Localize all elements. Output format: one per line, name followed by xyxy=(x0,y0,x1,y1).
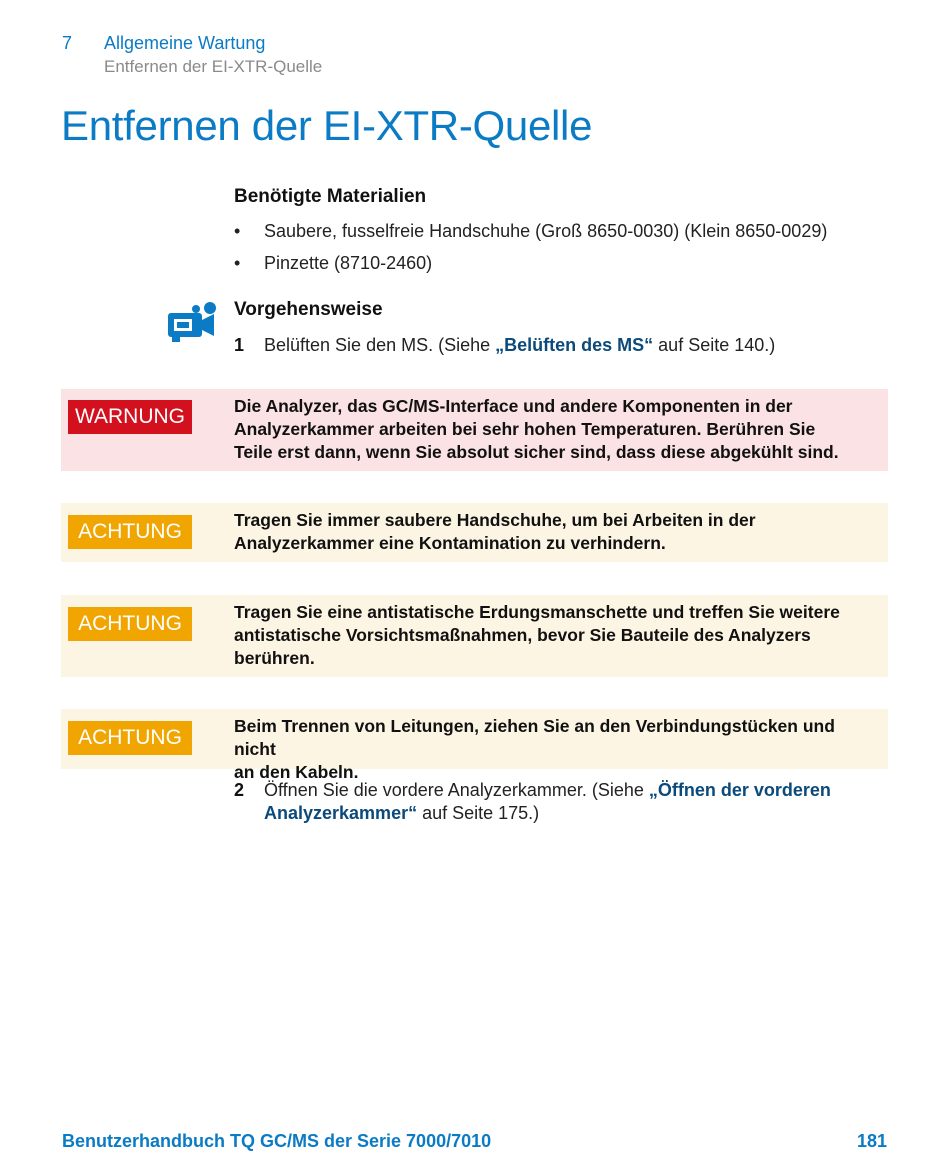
footer-page-number: 181 xyxy=(856,1131,887,1151)
step-text-post: auf Seite 140.) xyxy=(653,335,776,355)
procedure-heading: Vorgehensweise xyxy=(234,299,383,320)
warning-label: WARNUNG xyxy=(68,400,192,434)
section-breadcrumb: Entfernen der EI-XTR-Quelle xyxy=(104,57,323,76)
bullet-icon: • xyxy=(234,221,241,241)
step-text xyxy=(264,780,831,801)
footer-manual-title: Benutzerhandbuch TQ GC/MS der Serie 7000/7010 xyxy=(62,1131,492,1151)
caution-line: an den Kabeln. xyxy=(234,762,359,782)
caution-label: ACHTUNG xyxy=(68,721,192,755)
caution-label: ACHTUNG xyxy=(68,515,192,549)
chapter-title: Allgemeine Wartung xyxy=(104,33,266,53)
caution-box xyxy=(61,503,888,562)
step-text-pre: Öffnen Sie die vordere Analyzerkammer. (Siehe xyxy=(264,780,649,800)
caution-line: berühren. xyxy=(234,648,315,668)
caution-box xyxy=(61,595,888,677)
warning-line: Teile erst dann, wenn Sie absolut sicher sind, dass diese abgekühlt sind. xyxy=(234,442,839,462)
step-text xyxy=(264,335,775,356)
warning-box xyxy=(61,389,888,471)
page-title: Entfernen der EI-XTR-Quelle xyxy=(61,102,593,149)
step-number: 1 xyxy=(234,335,245,355)
caution-line: Tragen Sie immer saubere Handschuhe, um bei Arbeiten in der xyxy=(234,510,756,530)
video-camera-icon xyxy=(166,301,220,343)
caution-line: Tragen Sie eine antistatische Erdungsmanschette und treffen Sie weitere xyxy=(234,602,840,622)
caution-line: antistatische Vorsichtsmaßnahmen, bevor Sie Bauteile des Analyzers xyxy=(234,625,811,645)
caution-box xyxy=(61,709,888,782)
list-item-text: Pinzette (8710-2460) xyxy=(264,253,433,273)
chapter-number: 7 xyxy=(62,33,73,53)
caution-text xyxy=(234,715,874,784)
caution-label: ACHTUNG xyxy=(68,607,192,641)
step-text-post: auf Seite 175.) xyxy=(417,803,540,823)
materials-heading: Benötigte Materialien xyxy=(234,186,427,207)
cross-reference-link[interactable]: „Öffnen der vorderen xyxy=(648,780,831,800)
list-item xyxy=(234,221,828,242)
warning-line: Die Analyzer, das GC/MS-Interface und andere Komponenten in der xyxy=(234,396,793,416)
warning-text xyxy=(234,395,874,464)
caution-text xyxy=(234,509,874,555)
caution-line: Analyzerkammer eine Kontamination zu verhindern. xyxy=(234,533,666,553)
cross-reference-link[interactable]: Analyzerkammer“ xyxy=(264,803,418,823)
caution-line: Beim Trennen von Leitungen, ziehen Sie an den Verbindungstücken und nicht xyxy=(234,716,835,759)
list-item-text: Saubere, fusselfreie Handschuhe (Groß 8650-0030) (Klein 8650-0029) xyxy=(264,221,828,241)
step-text-continued xyxy=(264,803,539,824)
bullet-icon: • xyxy=(234,253,241,273)
cross-reference-link[interactable]: „Belüften des MS“ xyxy=(495,335,654,355)
warning-line: Analyzerkammer arbeiten bei sehr hohen Temperaturen. Berühren Sie xyxy=(234,419,816,439)
step-number: 2 xyxy=(234,780,245,800)
list-item xyxy=(234,253,433,274)
step-text-pre: Belüften Sie den MS. (Siehe xyxy=(264,335,496,355)
caution-text xyxy=(234,601,874,670)
